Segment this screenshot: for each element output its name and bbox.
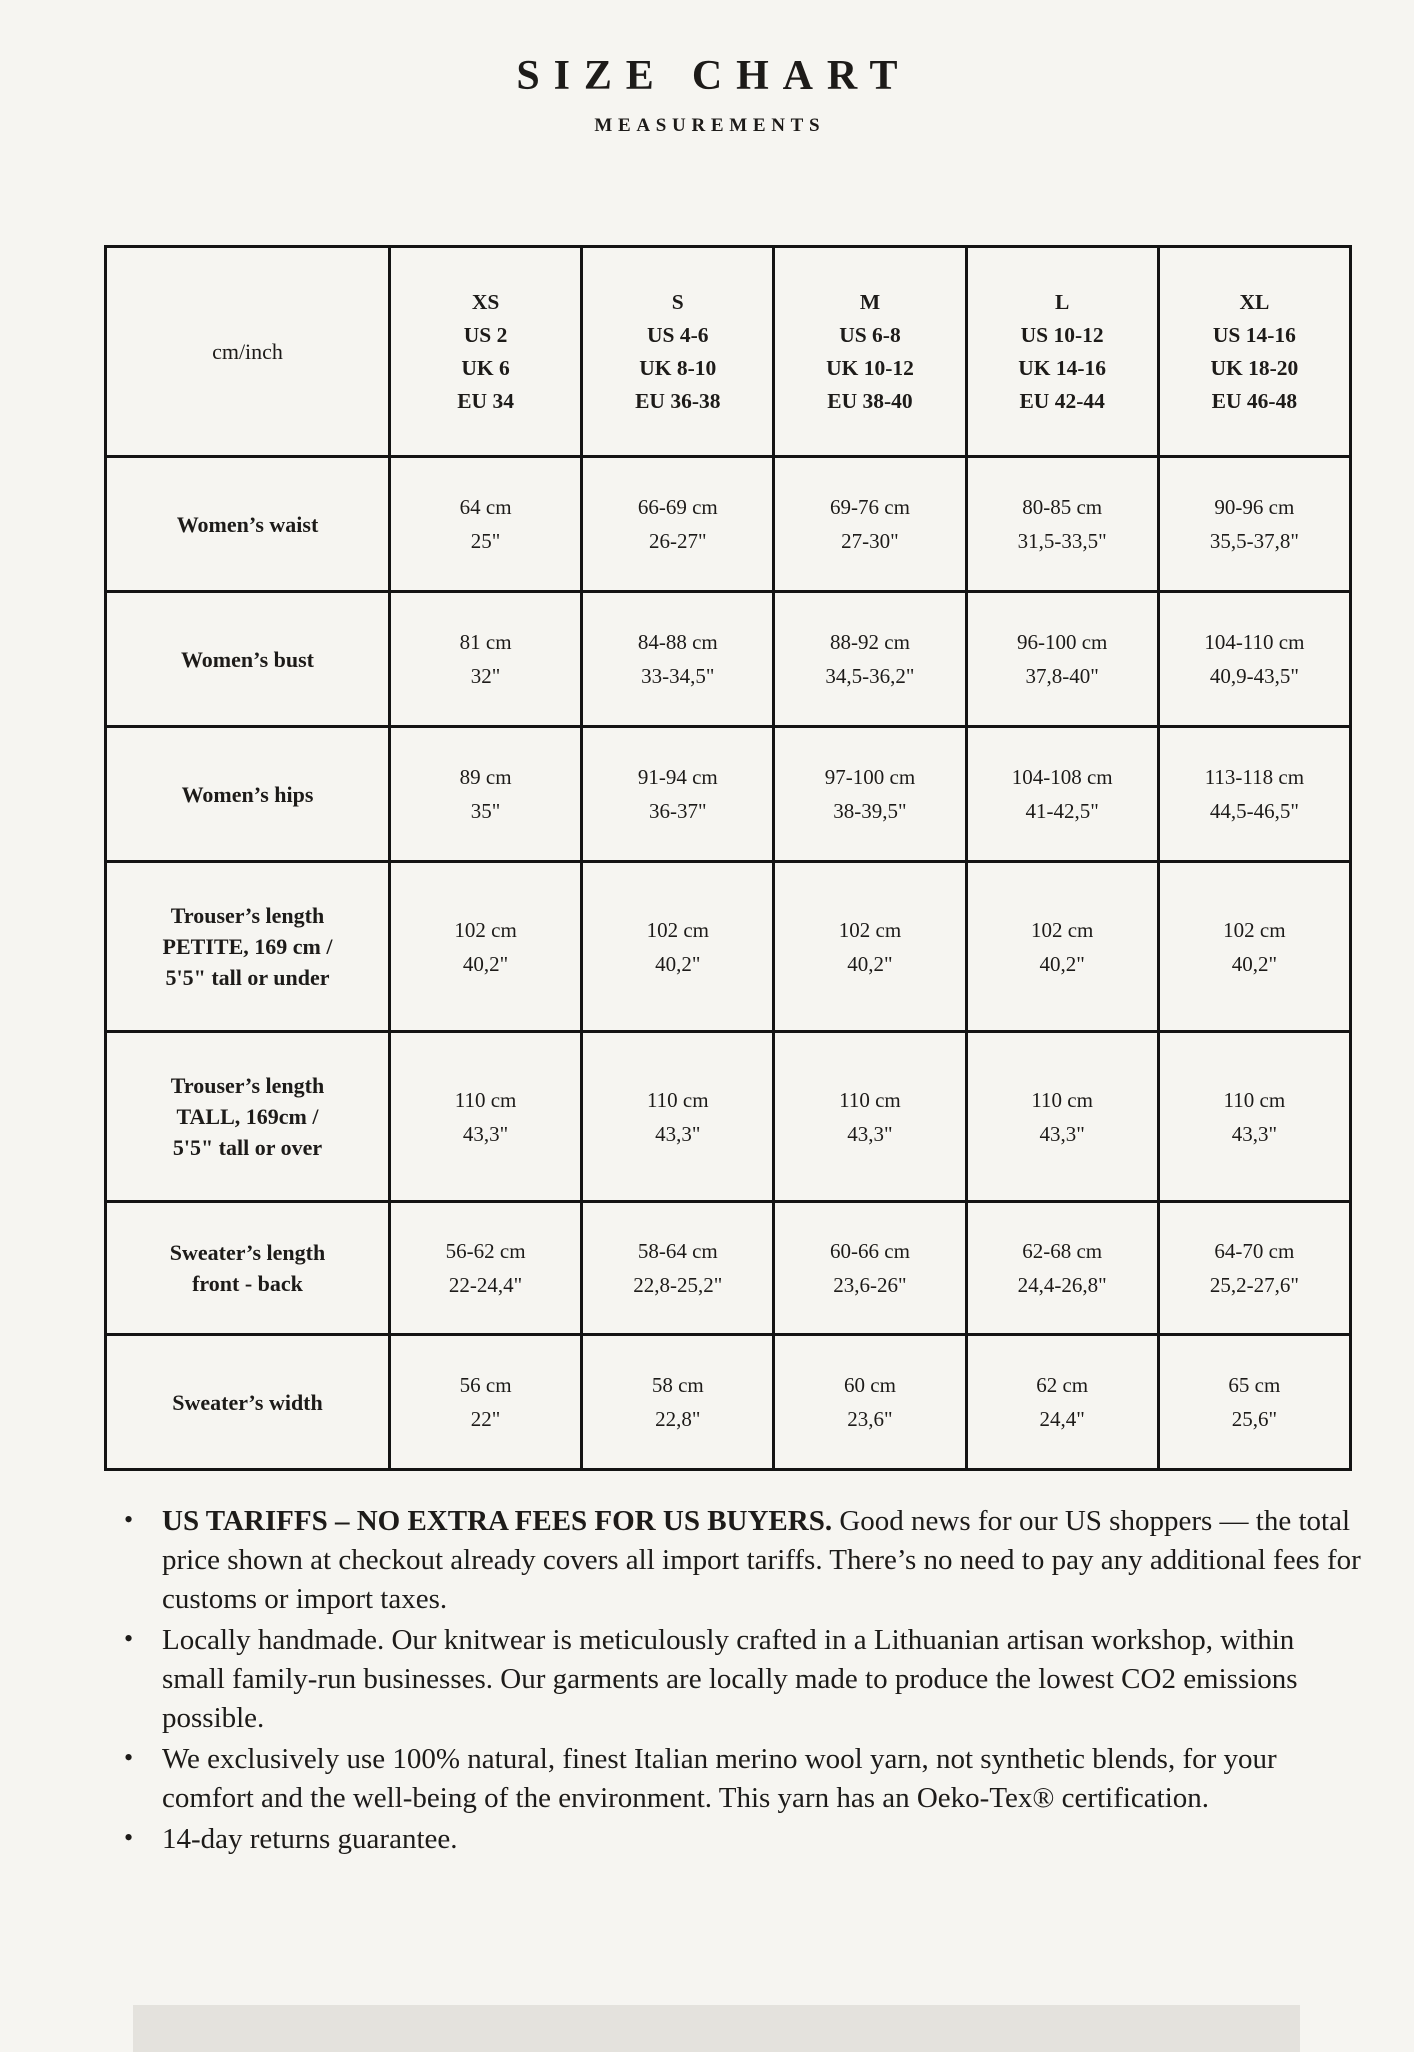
measurement-cm-line: 62 cm bbox=[1036, 1373, 1089, 1397]
measurement-cell bbox=[390, 1335, 582, 1470]
measurement-inch-line: 23,6-26" bbox=[833, 1273, 907, 1297]
measurement-cm-line: 102 cm bbox=[838, 917, 902, 942]
measurement-cell bbox=[1158, 592, 1350, 727]
measurement-cell bbox=[966, 1032, 1158, 1202]
measurement-inch-line: 44,5-46,5" bbox=[1209, 799, 1299, 823]
size-name-line: XS bbox=[471, 289, 500, 314]
table-row bbox=[106, 592, 1351, 727]
measurement-cell bbox=[1158, 727, 1350, 862]
size-name-line: M bbox=[859, 289, 881, 314]
measurement-cm-line: 64-70 cm bbox=[1214, 1239, 1295, 1263]
measurement-cell bbox=[966, 592, 1158, 727]
row-label-line: Sweater’s width bbox=[172, 1389, 323, 1415]
size-column-header-l bbox=[966, 247, 1158, 457]
measurement-cm-line: 88-92 cm bbox=[830, 630, 910, 654]
row-label-line: 5'5" tall or over bbox=[172, 1135, 323, 1160]
measurement-cell bbox=[582, 592, 774, 727]
size-chart-table bbox=[104, 245, 1352, 1471]
measurement-inch-line: 31,5-33,5" bbox=[1017, 529, 1107, 553]
uk-size-line: UK 8-10 bbox=[639, 355, 717, 380]
eu-size-line: EU 38-40 bbox=[827, 388, 913, 413]
table-row bbox=[106, 457, 1351, 592]
measurement-inch-line: 43,3" bbox=[1231, 1121, 1278, 1146]
note-item bbox=[118, 1740, 1362, 1818]
measurement-inch-line: 24,4" bbox=[1039, 1407, 1085, 1431]
table-row bbox=[106, 1032, 1351, 1202]
measurement-inch-line: 22,8" bbox=[655, 1407, 701, 1431]
eu-size-line: EU 46-48 bbox=[1211, 388, 1298, 413]
bullet-dot: • bbox=[124, 1743, 134, 1772]
measurement-cm-line: 110 cm bbox=[839, 1087, 901, 1112]
measurement-cell bbox=[774, 1032, 966, 1202]
us-size-line: US 4-6 bbox=[647, 322, 709, 347]
measurement-cell bbox=[390, 592, 582, 727]
measurement-cm-line: 64 cm bbox=[459, 495, 512, 519]
eu-size-line: EU 36-38 bbox=[635, 388, 721, 413]
bottom-section-bar bbox=[133, 2005, 1300, 2052]
measurement-cm-line: 66-69 cm bbox=[637, 495, 718, 519]
measurement-cm-line: 58-64 cm bbox=[637, 1239, 718, 1263]
measurement-inch-line: 25,6" bbox=[1231, 1407, 1278, 1431]
table-row bbox=[106, 1202, 1351, 1335]
measurement-cm-line: 84-88 cm bbox=[637, 630, 718, 654]
measurement-cell bbox=[582, 1202, 774, 1335]
uk-size-line: UK 6 bbox=[461, 355, 510, 380]
measurement-cm-line: 58 cm bbox=[651, 1373, 704, 1397]
measurement-inch-line: 40,2" bbox=[655, 951, 701, 976]
measurement-cell bbox=[774, 457, 966, 592]
table-row bbox=[106, 862, 1351, 1032]
bullet-dot: • bbox=[124, 1624, 134, 1653]
measurement-cm-line: 56-62 cm bbox=[445, 1239, 526, 1263]
measurement-inch-line: 23,6" bbox=[847, 1407, 893, 1431]
measurement-cm-line: 102 cm bbox=[1223, 917, 1286, 942]
measurement-cm-line: 69-76 cm bbox=[830, 495, 910, 519]
measurement-inch-line: 40,2" bbox=[1039, 951, 1085, 976]
measurement-cm-line: 110 cm bbox=[454, 1087, 517, 1112]
size-chart-head bbox=[106, 247, 1351, 457]
row-label-line: Trouser’s length bbox=[170, 903, 325, 928]
measurement-inch-line: 22" bbox=[470, 1407, 501, 1431]
measurement-cm-line: 104-108 cm bbox=[1011, 765, 1113, 789]
measurement-inch-line: 25" bbox=[470, 529, 501, 553]
size-chart-body bbox=[106, 457, 1351, 1470]
note-text: Locally handmade. Our knitwear is meticulously crafted in a Lithuanian artisan workshop, within small family-run businesses. Our garments are locally made to produce the lowest CO2 emissions possible. bbox=[162, 1624, 1298, 1734]
measurement-cell bbox=[966, 862, 1158, 1032]
measurement-inch-line: 34,5-36,2" bbox=[825, 664, 915, 688]
table-row bbox=[106, 1335, 1351, 1470]
us-size-line: US 14-16 bbox=[1212, 322, 1296, 347]
row-label-cell bbox=[106, 457, 390, 592]
size-column-header-m bbox=[774, 247, 966, 457]
uk-size-line: UK 10-12 bbox=[826, 355, 914, 380]
table-row bbox=[106, 727, 1351, 862]
row-label-line: TALL, 169cm / bbox=[176, 1104, 319, 1129]
measurement-cm-line: 89 cm bbox=[459, 765, 512, 789]
measurement-cm-line: 91-94 cm bbox=[637, 765, 718, 789]
measurement-cell bbox=[390, 727, 582, 862]
uk-size-line: UK 18-20 bbox=[1210, 355, 1299, 380]
measurement-cm-line: 90-96 cm bbox=[1214, 495, 1295, 519]
measurement-inch-line: 35,5-37,8" bbox=[1209, 529, 1299, 553]
measurement-cm-line: 80-85 cm bbox=[1022, 495, 1103, 519]
row-label-line: front - back bbox=[192, 1271, 303, 1296]
size-name-line: L bbox=[1054, 289, 1070, 314]
size-column-header-xl bbox=[1158, 247, 1350, 457]
measurement-cm-line: 102 cm bbox=[454, 917, 517, 942]
measurement-cell bbox=[966, 1335, 1158, 1470]
measurement-cell bbox=[774, 592, 966, 727]
row-label-cell bbox=[106, 592, 390, 727]
measurement-inch-line: 25,2-27,6" bbox=[1209, 1273, 1299, 1297]
measurement-cm-line: 102 cm bbox=[646, 917, 709, 942]
row-label-line: Women’s hips bbox=[181, 781, 314, 807]
size-name-line: S bbox=[671, 289, 684, 314]
eu-size-line: EU 34 bbox=[457, 388, 514, 413]
measurement-inch-line: 33-34,5" bbox=[641, 664, 715, 688]
measurement-inch-line: 43,3" bbox=[462, 1121, 509, 1146]
size-name-line: XL bbox=[1239, 289, 1270, 314]
measurement-cm-line: 110 cm bbox=[646, 1087, 709, 1112]
measurement-cell bbox=[966, 1202, 1158, 1335]
measurement-cm-line: 56 cm bbox=[459, 1373, 512, 1397]
measurement-cell bbox=[390, 1202, 582, 1335]
page-title: SIZE CHART bbox=[516, 53, 912, 99]
measurement-cell bbox=[390, 457, 582, 592]
measurement-cell bbox=[390, 1032, 582, 1202]
us-size-line: US 6-8 bbox=[839, 322, 901, 347]
eu-size-line: EU 42-44 bbox=[1019, 388, 1105, 413]
measurement-inch-line: 41-42,5" bbox=[1025, 799, 1099, 823]
note-text: Good news for our US shoppers — the total price shown at checkout already covers all import tariffs. There’s no need to pay any additional fees for customs or import taxes. bbox=[162, 1505, 1361, 1615]
us-size-line: US 2 bbox=[463, 322, 508, 347]
size-column-header-s bbox=[582, 247, 774, 457]
us-size-line: US 10-12 bbox=[1020, 322, 1104, 347]
measurement-cm-line: 110 cm bbox=[1223, 1087, 1286, 1112]
measurement-cell bbox=[774, 862, 966, 1032]
measurement-cm-line: 104-110 cm bbox=[1204, 630, 1305, 654]
measurement-cell bbox=[390, 862, 582, 1032]
measurement-cell bbox=[582, 862, 774, 1032]
measurement-cm-line: 81 cm bbox=[459, 630, 512, 654]
row-label-cell bbox=[106, 727, 390, 862]
measurement-inch-line: 26-27" bbox=[648, 529, 707, 553]
measurement-inch-line: 36-37" bbox=[648, 799, 707, 823]
measurement-cm-line: 60-66 cm bbox=[830, 1239, 910, 1263]
row-label-cell bbox=[106, 1032, 390, 1202]
measurement-inch-line: 43,3" bbox=[1039, 1121, 1085, 1146]
measurement-cm-line: 62-68 cm bbox=[1022, 1239, 1103, 1263]
measurement-cell bbox=[774, 1335, 966, 1470]
measurement-cell bbox=[582, 1335, 774, 1470]
measurement-cell bbox=[582, 1032, 774, 1202]
bullet-dot: • bbox=[124, 1505, 134, 1534]
note-item bbox=[118, 1621, 1362, 1738]
uk-size-line: UK 14-16 bbox=[1018, 355, 1107, 380]
measurement-inch-line: 40,2" bbox=[847, 951, 893, 976]
header-row bbox=[106, 247, 1351, 457]
measurement-inch-line: 43,3" bbox=[847, 1121, 893, 1146]
measurement-inch-line: 32" bbox=[470, 664, 501, 688]
bullet-dot: • bbox=[124, 1823, 134, 1852]
measurement-inch-line: 40,9-43,5" bbox=[1209, 664, 1299, 688]
row-label-line: PETITE, 169 cm / bbox=[162, 934, 333, 959]
measurement-inch-line: 38-39,5" bbox=[833, 799, 907, 823]
notes-list bbox=[118, 1502, 1362, 1861]
measurement-inch-line: 43,3" bbox=[655, 1121, 701, 1146]
row-label-line: Trouser’s length bbox=[170, 1073, 325, 1098]
measurement-cm-line: 65 cm bbox=[1228, 1373, 1281, 1397]
measurement-cm-line: 110 cm bbox=[1031, 1087, 1093, 1112]
measurement-cell bbox=[966, 727, 1158, 862]
measurement-inch-line: 27-30" bbox=[841, 529, 899, 553]
row-label-line: Women’s waist bbox=[176, 511, 319, 537]
measurement-cell bbox=[1158, 1032, 1350, 1202]
measurement-inch-line: 22-24,4" bbox=[448, 1273, 523, 1297]
size-column-header-xs bbox=[390, 247, 582, 457]
measurement-inch-line: 40,2" bbox=[1231, 951, 1278, 976]
measurement-cell bbox=[774, 1202, 966, 1335]
row-label-line: Sweater’s length bbox=[169, 1240, 326, 1265]
measurement-cell bbox=[966, 457, 1158, 592]
measurement-cell bbox=[582, 457, 774, 592]
row-label-line: 5'5" tall or under bbox=[165, 965, 330, 990]
measurement-cm-line: 60 cm bbox=[844, 1373, 896, 1397]
measurement-inch-line: 22,8-25,2" bbox=[633, 1273, 723, 1297]
measurement-inch-line: 37,8-40" bbox=[1025, 664, 1099, 688]
measurement-cm-line: 113-118 cm bbox=[1204, 765, 1305, 789]
note-item bbox=[118, 1820, 1362, 1859]
measurement-cell bbox=[1158, 1202, 1350, 1335]
corner-cell: cm/inch bbox=[106, 247, 390, 457]
measurement-cell bbox=[1158, 862, 1350, 1032]
note-text: We exclusively use 100% natural, finest Italian merino wool yarn, not synthetic blends, for your comfort and the well-being of the environment. This yarn has an Oeko-Tex® certification. bbox=[162, 1743, 1277, 1814]
measurement-inch-line: 35" bbox=[470, 799, 501, 823]
measurement-cm-line: 97-100 cm bbox=[824, 765, 916, 789]
measurement-cm-line: 102 cm bbox=[1030, 917, 1094, 942]
measurement-cell bbox=[582, 727, 774, 862]
measurement-cell bbox=[774, 727, 966, 862]
measurement-cm-line: 96-100 cm bbox=[1016, 630, 1108, 654]
page-subtitle: MEASUREMENTS bbox=[594, 115, 826, 136]
note-text: 14-day returns guarantee. bbox=[162, 1823, 458, 1855]
row-label-cell bbox=[106, 1202, 390, 1335]
measurement-inch-line: 40,2" bbox=[462, 951, 509, 976]
note-item bbox=[118, 1502, 1362, 1619]
row-label-line: Women’s bust bbox=[180, 646, 315, 672]
measurement-inch-line: 24,4-26,8" bbox=[1017, 1273, 1107, 1297]
note-bold-text: US TARIFFS – NO EXTRA FEES FOR US BUYERS. bbox=[162, 1505, 833, 1537]
measurement-cell bbox=[1158, 1335, 1350, 1470]
row-label-cell bbox=[106, 862, 390, 1032]
measurement-cell bbox=[1158, 457, 1350, 592]
row-label-cell bbox=[106, 1335, 390, 1470]
